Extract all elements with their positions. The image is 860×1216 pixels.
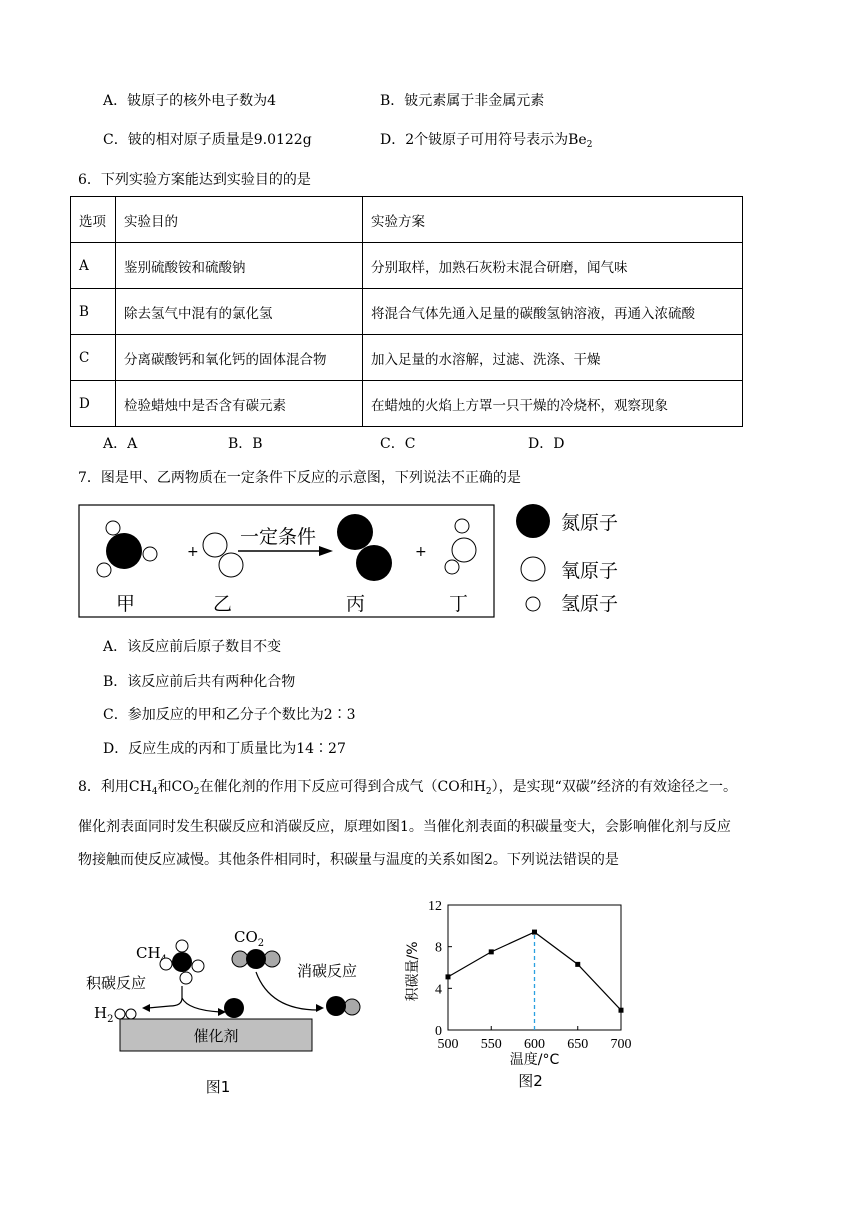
nitrogen-atom [106,533,142,569]
plus-sign: + [187,544,199,560]
y-axis-label: 积碳量/% [405,941,421,1002]
carbon-atom [246,949,266,969]
y-tick-label: 12 [428,899,442,914]
plus-sign: + [415,544,427,560]
oxygen-atom [452,538,476,562]
methane-molecule [160,940,204,984]
deposited-carbon-atom [224,998,244,1018]
h2-text: H [94,1004,108,1022]
x-tick-label: 700 [610,1037,632,1052]
hydrogen-atom [126,1009,136,1019]
figure-2-caption: 图2 [518,1072,543,1090]
table-header-row [71,197,743,243]
nitrogen-atom [337,514,373,550]
table-row [71,289,743,335]
label-bing: 丙 [346,593,366,615]
x-axis-label: 温度/°C [509,1052,560,1068]
ch4-text: CH [136,944,161,962]
data-point [446,974,451,979]
co2-molecule [232,949,280,969]
carbon-deposition-label: 积碳反应 [86,974,147,992]
legend-nitrogen: 氮原子 [561,512,619,534]
subscript: 2 [257,938,265,949]
q7-option-a: A．该反应前后原子数目不变 [103,639,282,655]
oxygen-atom [232,951,248,967]
table-cell: 在蜡烛的火焰上方罩一只干燥的冷烧杯，观察现象 [363,381,743,427]
subscript: 2 [107,1014,114,1025]
q8-line-2: 催化剂表面同时发生积碳反应和消碳反应，原理如图1。当催化剂表面的积碳量变大，会影响催化剂与反应 [78,819,731,835]
q6-option-a: A．A [103,436,138,452]
oxygen-atom [219,553,243,577]
x-tick-label: 550 [480,1037,502,1052]
table-cell: 将混合气体先通入足量的碳酸氢钠溶液，再通入浓硫酸 [363,289,743,335]
hydrogen-atom [176,940,188,952]
arrow-to-h2 [148,986,182,1008]
carbon-deposition-chart [395,896,655,1096]
table-cell: 检验蜡烛中是否含有碳元素 [116,381,363,427]
table-header-cell: 实验方案 [363,197,743,243]
co2-text: CO [234,928,258,946]
q5-option-b: B．铍元素属于非金属元素 [380,93,545,109]
table-cell: D [71,381,116,427]
hydrogen-atom [180,972,192,984]
plot-frame [448,905,621,1030]
data-point [575,962,580,967]
y-tick-label: 4 [435,982,442,998]
y-tick-label: 0 [435,1024,442,1039]
molecule-jia [97,521,157,577]
q8-text: 和CO [157,779,194,795]
q8-line-3: 物接触而使反应减慢。其他条件相同时，积碳量与温度的关系如图2。下列说法错误的是 [78,852,619,868]
table-cell: A [71,243,116,289]
q8-line-1 [78,778,737,801]
molecule-bing [337,514,392,581]
table-row [71,243,743,289]
co2-label [234,928,264,949]
table-cell: 分别取样，加熟石灰粉末混合研磨，闻气味 [363,243,743,289]
q5-option-a: A．铍原子的核外电子数为4 [103,93,277,109]
q8-text: ），是实现“双碳”经济的有效途径之一。 [491,779,737,795]
q8-text: 在催化剂的作用下反应可得到合成气（CO和H [199,779,486,795]
hydrogen-atom [192,960,204,972]
table-cell: C [71,335,116,381]
table-cell: 加入足量的水溶解，过滤、洗涤、干燥 [363,335,743,381]
hydrogen-atom [106,521,120,535]
table-header-cell: 实验目的 [116,197,363,243]
q6-option-b: B．B [228,436,263,452]
oxygen-atom [344,999,360,1015]
carbon-atom [326,996,346,1016]
h2-label [94,1004,113,1025]
q7-stem: 7．图是甲、乙两物质在一定条件下反应的示意图，下列说法不正确的是 [78,470,521,486]
x-tick-label: 650 [567,1037,589,1052]
oxygen-atom [203,533,227,557]
legend-hydrogen: 氢原子 [561,593,619,615]
oxygen-legend-icon [521,557,545,581]
subscript: 4 [151,787,158,797]
label-ding: 丁 [449,593,469,615]
q5-option-c: C．铍的相对原子质量是9.0122g [103,132,312,148]
arrow-head-icon [142,1004,150,1012]
oxygen-atom [264,951,280,967]
co-molecule [326,996,360,1016]
q6-stem: 6．下列实验方案能达到实验目的的是 [78,172,311,188]
arrow-head-icon [319,546,333,556]
y-tick-label: 8 [435,940,442,956]
hydrogen-legend-icon [526,597,540,611]
q7-option-b: B．该反应前后共有两种化合物 [103,674,296,690]
data-point [532,930,537,935]
x-tick-label: 500 [437,1037,459,1052]
catalyst-label: 催化剂 [193,1027,239,1045]
carbon-elimination-label: 消碳反应 [297,962,358,980]
label-yi: 乙 [213,593,233,615]
hydrogen-atom [143,547,157,561]
diagram-frame [79,505,494,617]
table-header-cell: 选项 [71,197,116,243]
nitrogen-atom [356,545,392,581]
hydrogen-atom [160,958,172,970]
table-cell: B [71,289,116,335]
subscript: 2 [193,787,200,797]
data-point [489,949,494,954]
experiment-table [70,196,743,427]
q7-option-c: C．参加反应的甲和乙分子个数比为2∶3 [103,707,356,723]
table-row [71,381,743,427]
x-tick-label: 600 [524,1037,545,1052]
arrow-head-icon [316,1004,324,1012]
table-cell: 分离碳酸钙和氧化钙的固体混合物 [116,335,363,381]
q5-option-d-text: D．2个铍原子可用符号表示为Be [380,132,587,148]
hydrogen-atom [455,519,469,533]
arrow-to-carbon [182,998,220,1012]
data-point [619,1008,624,1013]
table-row [71,335,743,381]
table-cell: 鉴别硫酸铵和硫酸钠 [116,243,363,289]
label-jia: 甲 [116,593,136,615]
reaction-diagram [0,498,860,638]
subscript: 2 [586,140,593,150]
q7-option-d: D．反应生成的丙和丁质量比为14∶27 [103,741,346,757]
figure-1-caption: 图1 [205,1078,231,1096]
reaction-condition: 一定条件 [240,526,317,548]
q6-option-c: C．C [380,436,416,452]
q5-option-d [380,131,592,154]
diagram-legend [516,504,618,615]
q8-text: 8．利用CH [78,779,152,795]
table-cell: 除去氢气中混有的氯化氢 [116,289,363,335]
hydrogen-atom [445,560,459,574]
carbon-atom [172,952,192,972]
legend-oxygen: 氧原子 [561,560,619,582]
hydrogen-atom [115,1009,125,1019]
subscript: 2 [485,787,492,797]
hydrogen-atom [97,563,111,577]
figure-1 [70,920,390,1120]
q6-option-d: D．D [528,436,565,452]
molecule-yi [203,533,243,577]
molecule-ding [445,519,476,574]
nitrogen-legend-icon [516,504,550,538]
